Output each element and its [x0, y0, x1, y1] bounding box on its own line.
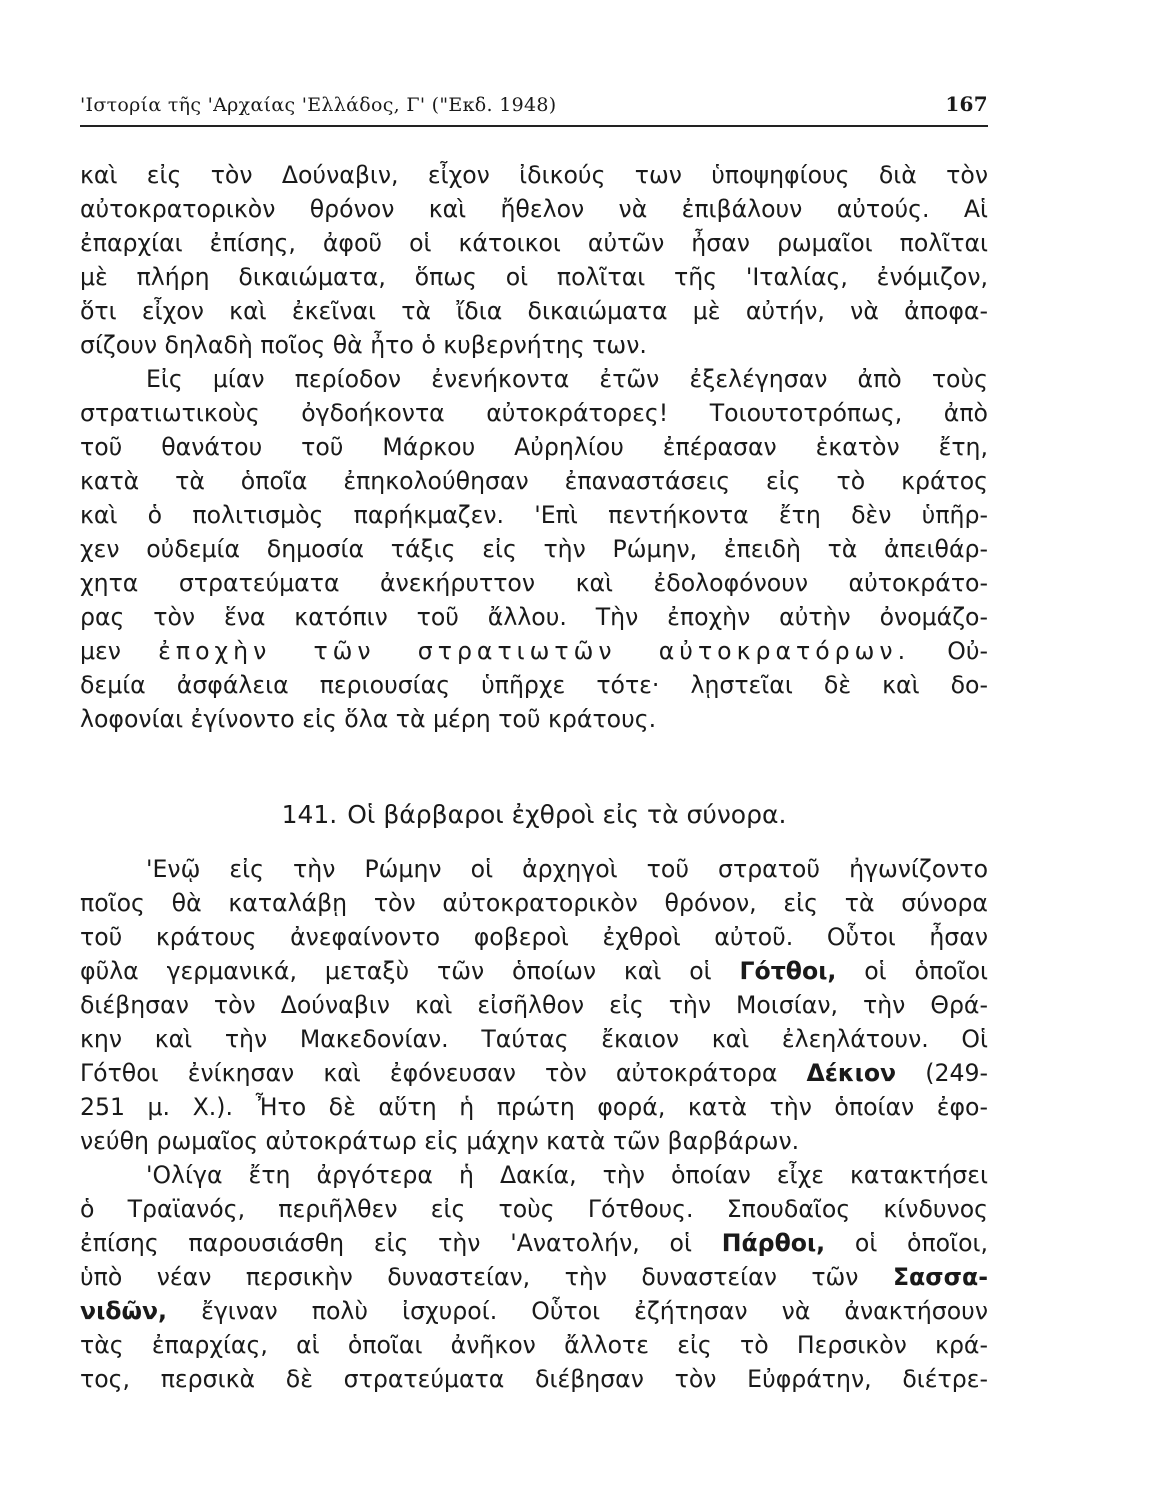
section-heading [80, 798, 988, 832]
text-fragment: ἐπίσης παρουσιάσθη εἰς τὴν 'Ανατολήν, οἱ [80, 1229, 692, 1257]
body-text [80, 158, 988, 1396]
text-line: σίζουν δηλαδὴ ποῖος θὰ ἦτο ὁ κυβερνήτης των. [80, 331, 647, 359]
bold-term: Πάρθοι, [721, 1229, 826, 1257]
text-fragment: Γότθοι ἐνίκησαν καὶ ἐφόνευσαν τὸν αὐτοκράτορα [80, 1059, 778, 1087]
text-line: 'Ενῷ εἰς τὴν Ρώμην οἱ ἀρχηγοὶ τοῦ στρατοῦ ἠγωνίζοντο [146, 855, 988, 883]
text-fragment: Οὐ- [947, 637, 989, 665]
text-fragment: (249- [925, 1059, 988, 1087]
text-line: στρατιωτικοὺς ὀγδοήκοντα αὐτοκράτορες! Τοιουτοτρόπως, ἀπὸ [80, 399, 988, 427]
bold-term: Δέκιον [806, 1059, 897, 1087]
section-title: Οἱ βάρβαροι ἐχθροὶ εἰς τὰ σύνορα. [347, 800, 787, 829]
text-line: τὰς ἐπαρχίας, αἱ ὁποῖαι ἀνῆκον ἄλλοτε εἰς τὸ Περσικὸν κρά- [80, 1331, 988, 1359]
text-line: ὁ Τραϊανός, περιῆλθεν εἰς τοὺς Γότθους. Σπουδαῖος κίνδυνος [80, 1195, 988, 1223]
text-fragment: ὑπὸ νέαν περσικὴν δυναστείαν, τὴν δυναστείαν τῶν [80, 1263, 859, 1291]
text-fragment: ἔγιναν πολὺ ἰσχυροί. Οὗτοι ἐζήτησαν νὰ ἀνακτήσουν [201, 1297, 988, 1325]
text-line: καὶ εἰς τὸν Δούναβιν, εἶχον ἰδικούς των ὑποψηφίους διὰ τὸν [80, 161, 988, 189]
text-line: κην καὶ τὴν Μακεδονίαν. Ταύτας ἔκαιον καὶ ἐλεηλάτουν. Οἱ [80, 1025, 988, 1053]
text-line: αὐτοκρατορικὸν θρόνον καὶ ἤθελον νὰ ἐπιβάλουν αὐτούς. Αἱ [80, 195, 988, 223]
text-line: χεν οὐδεμία δημοσία τάξις εἰς τὴν Ρώμην, ἐπειδὴ τὰ ἀπειθάρ- [80, 535, 988, 563]
header-rule [80, 125, 988, 127]
text-fragment: οἱ ὁποῖοι, [854, 1229, 989, 1257]
paragraph-2 [80, 362, 988, 736]
text-line: κατὰ τὰ ὁποῖα ἐπηκολούθησαν ἐπαναστάσεις εἰς τὸ κράτος [80, 467, 988, 495]
paragraph-3 [80, 852, 988, 1158]
text-line: Εἰς μίαν περίοδον ἐνενήκοντα ἐτῶν ἐξελέγησαν ἀπὸ τοὺς [146, 365, 988, 393]
text-fragment: φῦλα γερμανικά, μεταξὺ τῶν ὁποίων καὶ οἱ [80, 957, 712, 985]
text-line: διέβησαν τὸν Δούναβιν καὶ εἰσῆλθον εἰς τὴν Μοισίαν, τὴν Θρά- [80, 991, 988, 1019]
text-line [80, 1260, 988, 1294]
spaced-emphasis: ἐποχὴν τῶν στρατιωτῶν αὐτοκρατόρων. [158, 637, 911, 665]
text-line: 251 μ. Χ.). Ἦτο δὲ αὕτη ἡ πρώτη φορά, κατὰ τὴν ὁποίαν ἐφο- [80, 1093, 988, 1121]
text-line: ὅτι εἶχον καὶ ἐκεῖναι τὰ ἴδια δικαιώματα μὲ αὐτήν, νὰ ἀποφα- [80, 297, 988, 325]
text-line: χητα στρατεύματα ἀνεκήρυττον καὶ ἐδολοφόνουν αὐτοκράτο- [80, 569, 988, 597]
text-line: τοῦ κράτους ἀνεφαίνοντο φοβεροὶ ἐχθροὶ αὐτοῦ. Οὗτοι ἦσαν [80, 923, 988, 951]
text-line [80, 1056, 988, 1090]
page-number: 167 [945, 92, 988, 116]
text-line: ἐπαρχίαι ἐπίσης, ἀφοῦ οἱ κάτοικοι αὐτῶν ἦσαν ρωμαῖοι πολῖται [80, 229, 988, 257]
paragraph-4 [80, 1158, 988, 1396]
text-line [80, 954, 988, 988]
running-header [80, 92, 988, 116]
text-line [80, 1226, 988, 1260]
bold-term: νιδῶν, [80, 1297, 168, 1325]
text-line: νεύθη ρωμαῖος αὐτοκράτωρ εἰς μάχην κατὰ τῶν βαρβάρων. [80, 1127, 800, 1155]
text-line: τοῦ θανάτου τοῦ Μάρκου Αὐρηλίου ἐπέρασαν ἑκατὸν ἔτη, [80, 433, 988, 461]
text-line: μὲ πλήρη δικαιώματα, ὅπως οἱ πολῖται τῆς 'Ιταλίας, ἐνόμιζον, [80, 263, 988, 291]
section-number: 141. [281, 800, 338, 829]
text-line: δεμία ἀσφάλεια περιουσίας ὑπῆρχε τότε· λῃστεῖαι δὲ καὶ δο- [80, 671, 988, 699]
text-line [80, 634, 988, 668]
bold-term: Σασσα- [892, 1263, 989, 1291]
text-line: 'Ολίγα ἔτη ἀργότερα ἡ Δακία, τὴν ὁποίαν εἶχε κατακτήσει [146, 1161, 988, 1189]
bold-term: Γότθοι, [739, 957, 837, 985]
text-fragment: οἱ ὁποῖοι [864, 957, 989, 985]
running-title: 'Ιστορία τῆς 'Αρχαίας 'Ελλάδος, Γ' ("Εκδ. 1948) [80, 94, 557, 116]
text-line: λοφονίαι ἐγίνοντο εἰς ὅλα τὰ μέρη τοῦ κράτους. [80, 705, 657, 733]
text-line: καὶ ὁ πολιτισμὸς παρήκμαζεν. 'Επὶ πεντήκοντα ἔτη δὲν ὑπῆρ- [80, 501, 988, 529]
text-line [80, 1294, 988, 1328]
text-line: τος, περσικὰ δὲ στρατεύματα διέβησαν τὸν Εὐφράτην, διέτρε- [80, 1365, 988, 1393]
paragraph-1 [80, 158, 988, 362]
text-line: ρας τὸν ἕνα κατόπιν τοῦ ἄλλου. Τὴν ἐποχὴν αὐτὴν ὀνομάζο- [80, 603, 988, 631]
text-fragment: μεν [80, 637, 121, 665]
text-line: ποῖος θὰ καταλάβῃ τὸν αὐτοκρατορικὸν θρόνον, εἰς τὰ σύνορα [80, 889, 988, 917]
